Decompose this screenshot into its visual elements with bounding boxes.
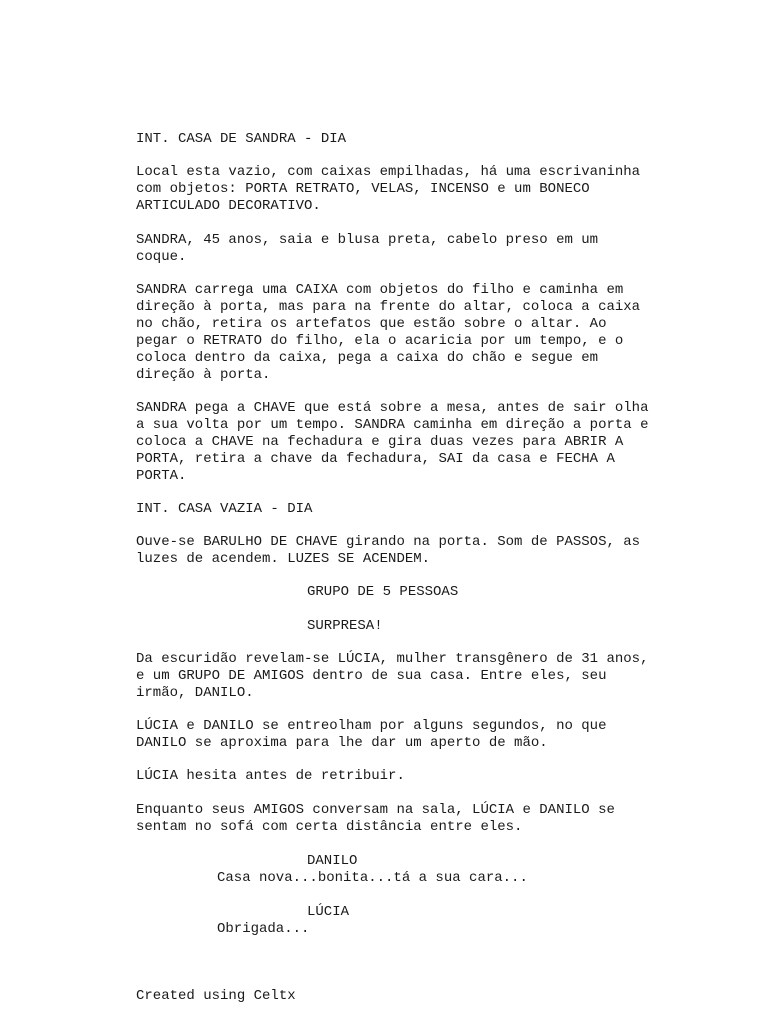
- action-paragraph: [136, 164, 736, 215]
- action-line: direção à porta.: [136, 367, 271, 383]
- action-paragraph: [136, 282, 736, 384]
- action-line: PORTA.: [136, 468, 187, 484]
- scene-heading: INT. CASA VAZIA - DIA: [136, 501, 313, 517]
- action-paragraph: [136, 802, 736, 836]
- action-line: SANDRA pega a CHAVE que está sobre a mesa, antes de sair olha: [136, 400, 649, 416]
- action-line: Local esta vazio, com caixas empilhadas, há uma escrivaninha: [136, 164, 641, 180]
- action-paragraph: [136, 651, 736, 702]
- action-line: no chão, retira os artefatos que estão sobre o altar. Ao: [136, 316, 607, 332]
- action-line: com objetos: PORTA RETRATO, VELAS, INCENSO e um BONECO: [136, 181, 590, 197]
- action-line: PORTA, retira a chave da fechadura, SAI da casa e FECHA A: [136, 451, 615, 467]
- action-line: coloca a CHAVE na fechadura e gira duas vezes para ABRIR A: [136, 434, 624, 450]
- action-line: irmão, DANILO.: [136, 685, 254, 701]
- action-paragraph: [136, 400, 736, 485]
- action-line: SANDRA carrega uma CAIXA com objetos do filho e caminha em: [136, 282, 624, 298]
- character-name: GRUPO DE 5 PESSOAS: [307, 584, 459, 600]
- action-paragraph: [136, 232, 736, 266]
- action-line: pegar o RETRATO do filho, ela o acaricia por um tempo, e o: [136, 333, 624, 349]
- action-line: Da escuridão revelam-se LÚCIA, mulher transgênero de 31 anos,: [136, 651, 649, 667]
- action-line: a sua volta por um tempo. SANDRA caminha em direção a porta e: [136, 417, 649, 433]
- action-line: luzes de acendem. LUZES SE ACENDEM.: [136, 551, 431, 567]
- action-line: coloca dentro da caixa, pega a caixa do chão e segue em: [136, 350, 599, 366]
- character-name: DANILO: [307, 853, 358, 869]
- action-line: sentam no sofá com certa distância entre eles.: [136, 819, 523, 835]
- action-paragraph: [136, 534, 736, 568]
- action-line: ARTICULADO DECORATIVO.: [136, 198, 321, 214]
- action-line: LÚCIA e DANILO se entreolham por alguns segundos, no que: [136, 718, 607, 734]
- action-line: coque.: [136, 249, 187, 265]
- action-line: Ouve-se BARULHO DE CHAVE girando na porta. Som de PASSOS, as: [136, 534, 641, 550]
- action-line: direção à porta, mas para na frente do altar, coloca a caixa: [136, 299, 641, 315]
- action-line: Enquanto seus AMIGOS conversam na sala, LÚCIA e DANILO se: [136, 802, 615, 818]
- scene-heading: INT. CASA DE SANDRA - DIA: [136, 131, 347, 147]
- dialogue-line: Obrigada...: [217, 921, 310, 937]
- character-name: LÚCIA: [307, 904, 350, 920]
- action-line: LÚCIA hesita antes de retribuir.: [136, 768, 405, 784]
- action-line: e um GRUPO DE AMIGOS dentro de sua casa. Entre eles, seu: [136, 668, 607, 684]
- dialogue-line: Casa nova...bonita...tá a sua cara...: [217, 870, 528, 886]
- dialogue-line: SURPRESA!: [307, 618, 383, 634]
- action-line: DANILO se aproxima para lhe dar um aperto de mão.: [136, 735, 548, 751]
- footer-credit: Created using Celtx: [136, 988, 296, 1004]
- action-line: SANDRA, 45 anos, saia e blusa preta, cabelo preso em um: [136, 232, 599, 248]
- action-paragraph: [136, 718, 736, 752]
